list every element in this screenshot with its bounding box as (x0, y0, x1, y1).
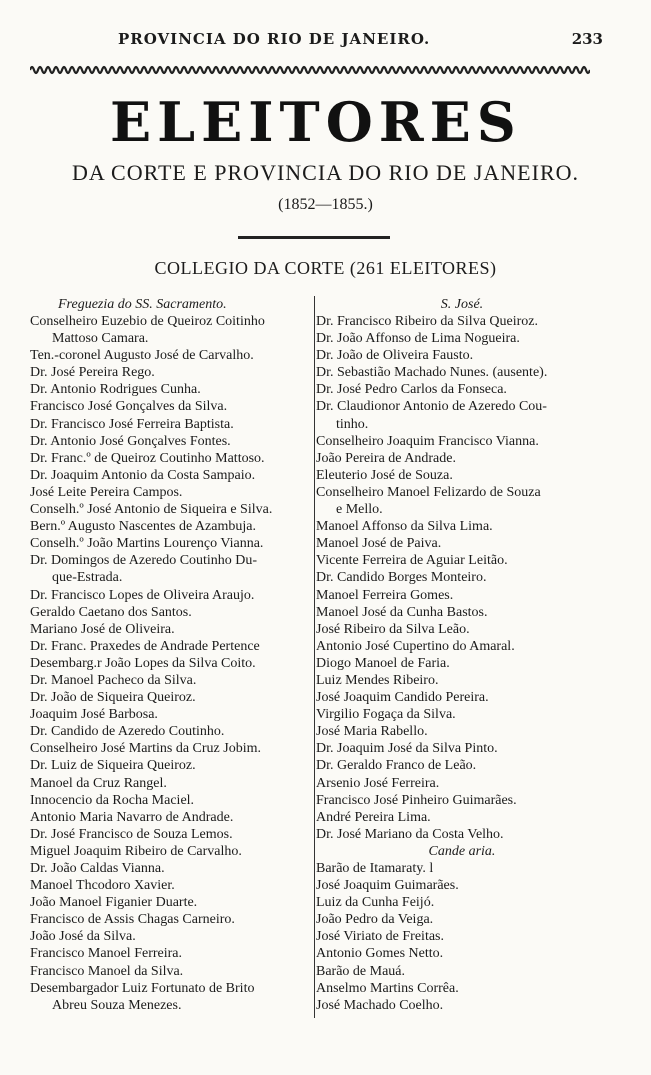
elector-entry: Abreu Souza Menezes. (52, 997, 182, 1013)
elector-entry: José Joaquim Guimarães. (316, 878, 459, 894)
elector-entry: André Pereira Lima. (316, 809, 431, 825)
elector-entry: José Maria Rabello. (316, 724, 428, 740)
elector-entry: João Pedro da Veiga. (316, 912, 434, 928)
elector-entry: Barão de Mauá. (316, 963, 406, 979)
elector-entry: Dr. Joaquim José da Silva Pinto. (316, 741, 498, 757)
parish-heading-candelaria: Cande aria. (428, 843, 496, 859)
elector-entry: Dr. Francisco Lopes de Oliveira Araujo. (30, 587, 255, 603)
page-number: 233 (571, 30, 603, 48)
main-title: ELEITORES (110, 90, 522, 154)
elector-entry: Francisco Manoel Ferreira. (30, 946, 182, 962)
elector-entry: Dr. Francisco Ribeiro da Silva Queiroz. (316, 314, 539, 329)
left-column (30, 296, 312, 1014)
elector-entry: José Machado Coelho. (316, 997, 444, 1013)
elector-entry: Dr. Joaquim Antonio da Costa Sampaio. (30, 467, 256, 483)
elector-entry: Dr. Manoel Pacheco da Silva. (30, 672, 197, 688)
elector-entry: Dr. Claudionor Antonio de Azeredo Cou- (316, 399, 547, 415)
parish-heading-sao-jose: S. José. (440, 297, 484, 312)
elector-entry: Bern.º Augusto Nascentes de Azambuja. (30, 519, 256, 535)
elector-entry: José Joaquim Candido Pereira. (316, 690, 489, 706)
elector-entry: Miguel Joaquim Ribeiro de Carvalho. (30, 843, 242, 859)
right-column (314, 296, 610, 1014)
elector-entry: Antonio Maria Navarro de Andrade. (30, 809, 234, 825)
page-header (0, 30, 651, 54)
elector-entry: Manoel Ferreira Gomes. (316, 587, 454, 603)
elector-entry: Mattoso Camara. (52, 331, 149, 347)
elector-entry: Dr. João Affonso de Lima Nogueira. (316, 331, 520, 347)
elector-entry: Anselmo Martins Corrêa. (316, 980, 459, 996)
elector-entry: Dr. Franc. Praxedes de Andrade Pertence (30, 638, 260, 654)
elector-entry: tinho. (336, 416, 369, 432)
elector-entry: Conselh.º José Antonio de Siqueira e Silva. (30, 502, 273, 518)
elector-entry: João Pereira de Andrade. (316, 450, 456, 466)
elector-entry: Manoel José da Cunha Bastos. (316, 604, 488, 620)
elector-entry: Dr. Candido de Azeredo Coutinho. (30, 724, 225, 740)
elector-entry: José Ribeiro da Silva Leão. (316, 621, 470, 637)
elector-entry: Dr. Antonio José Gonçalves Fontes. (30, 433, 231, 449)
elector-entry: Dr. Domingos de Azeredo Coutinho Du- (30, 553, 258, 569)
elector-entry: Conselheiro Joaquim Francisco Vianna. (316, 433, 539, 449)
elector-entry: Manoel José de Paiva. (316, 536, 442, 552)
elector-entry: Dr. José Mariano da Costa Velho. (316, 826, 504, 842)
elector-entry: João José da Silva. (30, 929, 136, 945)
elector-entry: Dr. João de Oliveira Fausto. (316, 348, 474, 364)
elector-entry: que-Estrada. (52, 570, 123, 586)
years: (1852—1855.) (278, 196, 373, 213)
elector-entry: Francisco Manoel da Silva. (30, 963, 184, 979)
elector-entry: Barão de Itamaraty. l (316, 861, 434, 876)
elector-entry: Desembarg.r João Lopes da Silva Coito. (30, 655, 256, 671)
elector-entry: Ten.-coronel Augusto José de Carvalho. (30, 348, 254, 364)
divider-rule (238, 236, 390, 239)
subtitle: DA CORTE E PROVINCIA DO RIO DE JANEIRO. (71, 160, 579, 185)
running-title: PROVINCIA DO RIO DE JANEIRO. (118, 30, 431, 48)
elector-entry: Dr. Candido Borges Monteiro. (316, 570, 487, 586)
elector-entry: Luiz da Cunha Feijó. (316, 895, 435, 911)
elector-entry: Antonio José Cupertino do Amaral. (316, 638, 515, 654)
elector-entry: Dr. Geraldo Franco de Leão. (316, 758, 477, 774)
wavy-ornament-rule (30, 63, 590, 77)
elector-entry: Dr. João Caldas Vianna. (30, 861, 165, 876)
elector-entry: Manoel Thcodoro Xavier. (30, 878, 175, 894)
elector-entry: Dr. Antonio Rodrigues Cunha. (30, 382, 201, 398)
elector-entry: Virgilio Fogaça da Silva. (316, 707, 456, 723)
elector-entry: Conselheiro Euzebio de Queiroz Coitinho (30, 314, 265, 329)
elector-entry: Conselheiro José Martins da Cruz Jobim. (30, 741, 261, 757)
elector-entry: Innocencio da Rocha Maciel. (30, 792, 195, 808)
elector-entry: Dr. Franc.º de Queiroz Coutinho Mattoso. (30, 450, 265, 466)
elector-entry: Joaquim José Barbosa. (30, 707, 158, 723)
elector-entry: Francisco José Pinheiro Guimarães. (316, 792, 517, 808)
elector-entry: Dr. José Francisco de Souza Lemos. (30, 826, 233, 842)
elector-entry: Arsenio José Ferreira. (316, 775, 440, 791)
right-entry-list (314, 313, 610, 843)
parish-heading-sacramento: Freguezia do SS. Sacramento. (58, 297, 227, 312)
elector-entry: Francisco José Gonçalves da Silva. (30, 399, 228, 415)
elector-entry: Dr. José Pereira Rego. (30, 365, 155, 381)
elector-entry: Dr. José Pedro Carlos da Fonseca. (316, 382, 507, 398)
elector-entry: e Mello. (336, 502, 383, 518)
elector-entry: Geraldo Caetano dos Santos. (30, 604, 192, 620)
left-entry-list (30, 313, 312, 1014)
elector-entry: Dr. Luiz de Siqueira Queiroz. (30, 758, 196, 774)
elector-entry: Luiz Mendes Ribeiro. (316, 672, 439, 688)
elector-entry: José Leite Pereira Campos. (30, 484, 183, 500)
elector-entry: Dr. João de Siqueira Queiroz. (30, 690, 196, 706)
elector-entry: João Manoel Figanier Duarte. (30, 895, 198, 911)
elector-entry: Francisco de Assis Chagas Carneiro. (30, 912, 235, 928)
elector-entry: Manoel Affonso da Silva Lima. (316, 519, 493, 535)
elector-entry: Conselheiro Manoel Felizardo de Souza (316, 484, 541, 500)
elector-entry: Diogo Manoel de Faria. (316, 655, 450, 671)
elector-entry: Vicente Ferreira de Aguiar Leitão. (316, 553, 508, 569)
elector-entry: Dr. Sebastião Machado Nunes. (ausente). (316, 365, 548, 381)
elector-entry: Mariano José de Oliveira. (30, 621, 175, 637)
elector-entry: Dr. Francisco José Ferreira Baptista. (30, 416, 234, 432)
elector-entry: Conselh.º João Martins Lourenço Vianna. (30, 536, 264, 552)
elector-entry: Desembargador Luiz Fortunato de Brito (30, 980, 255, 996)
elector-entry: Antonio Gomes Netto. (316, 946, 444, 962)
college-heading: COLLEGIO DA CORTE (261 ELEITORES) (154, 258, 497, 278)
elector-entry: Manoel da Cruz Rangel. (30, 775, 167, 791)
elector-entry: José Viriato de Freitas. (316, 929, 444, 945)
elector-entry: Eleuterio José de Souza. (316, 467, 453, 483)
right-entry-list-2 (314, 860, 610, 1014)
